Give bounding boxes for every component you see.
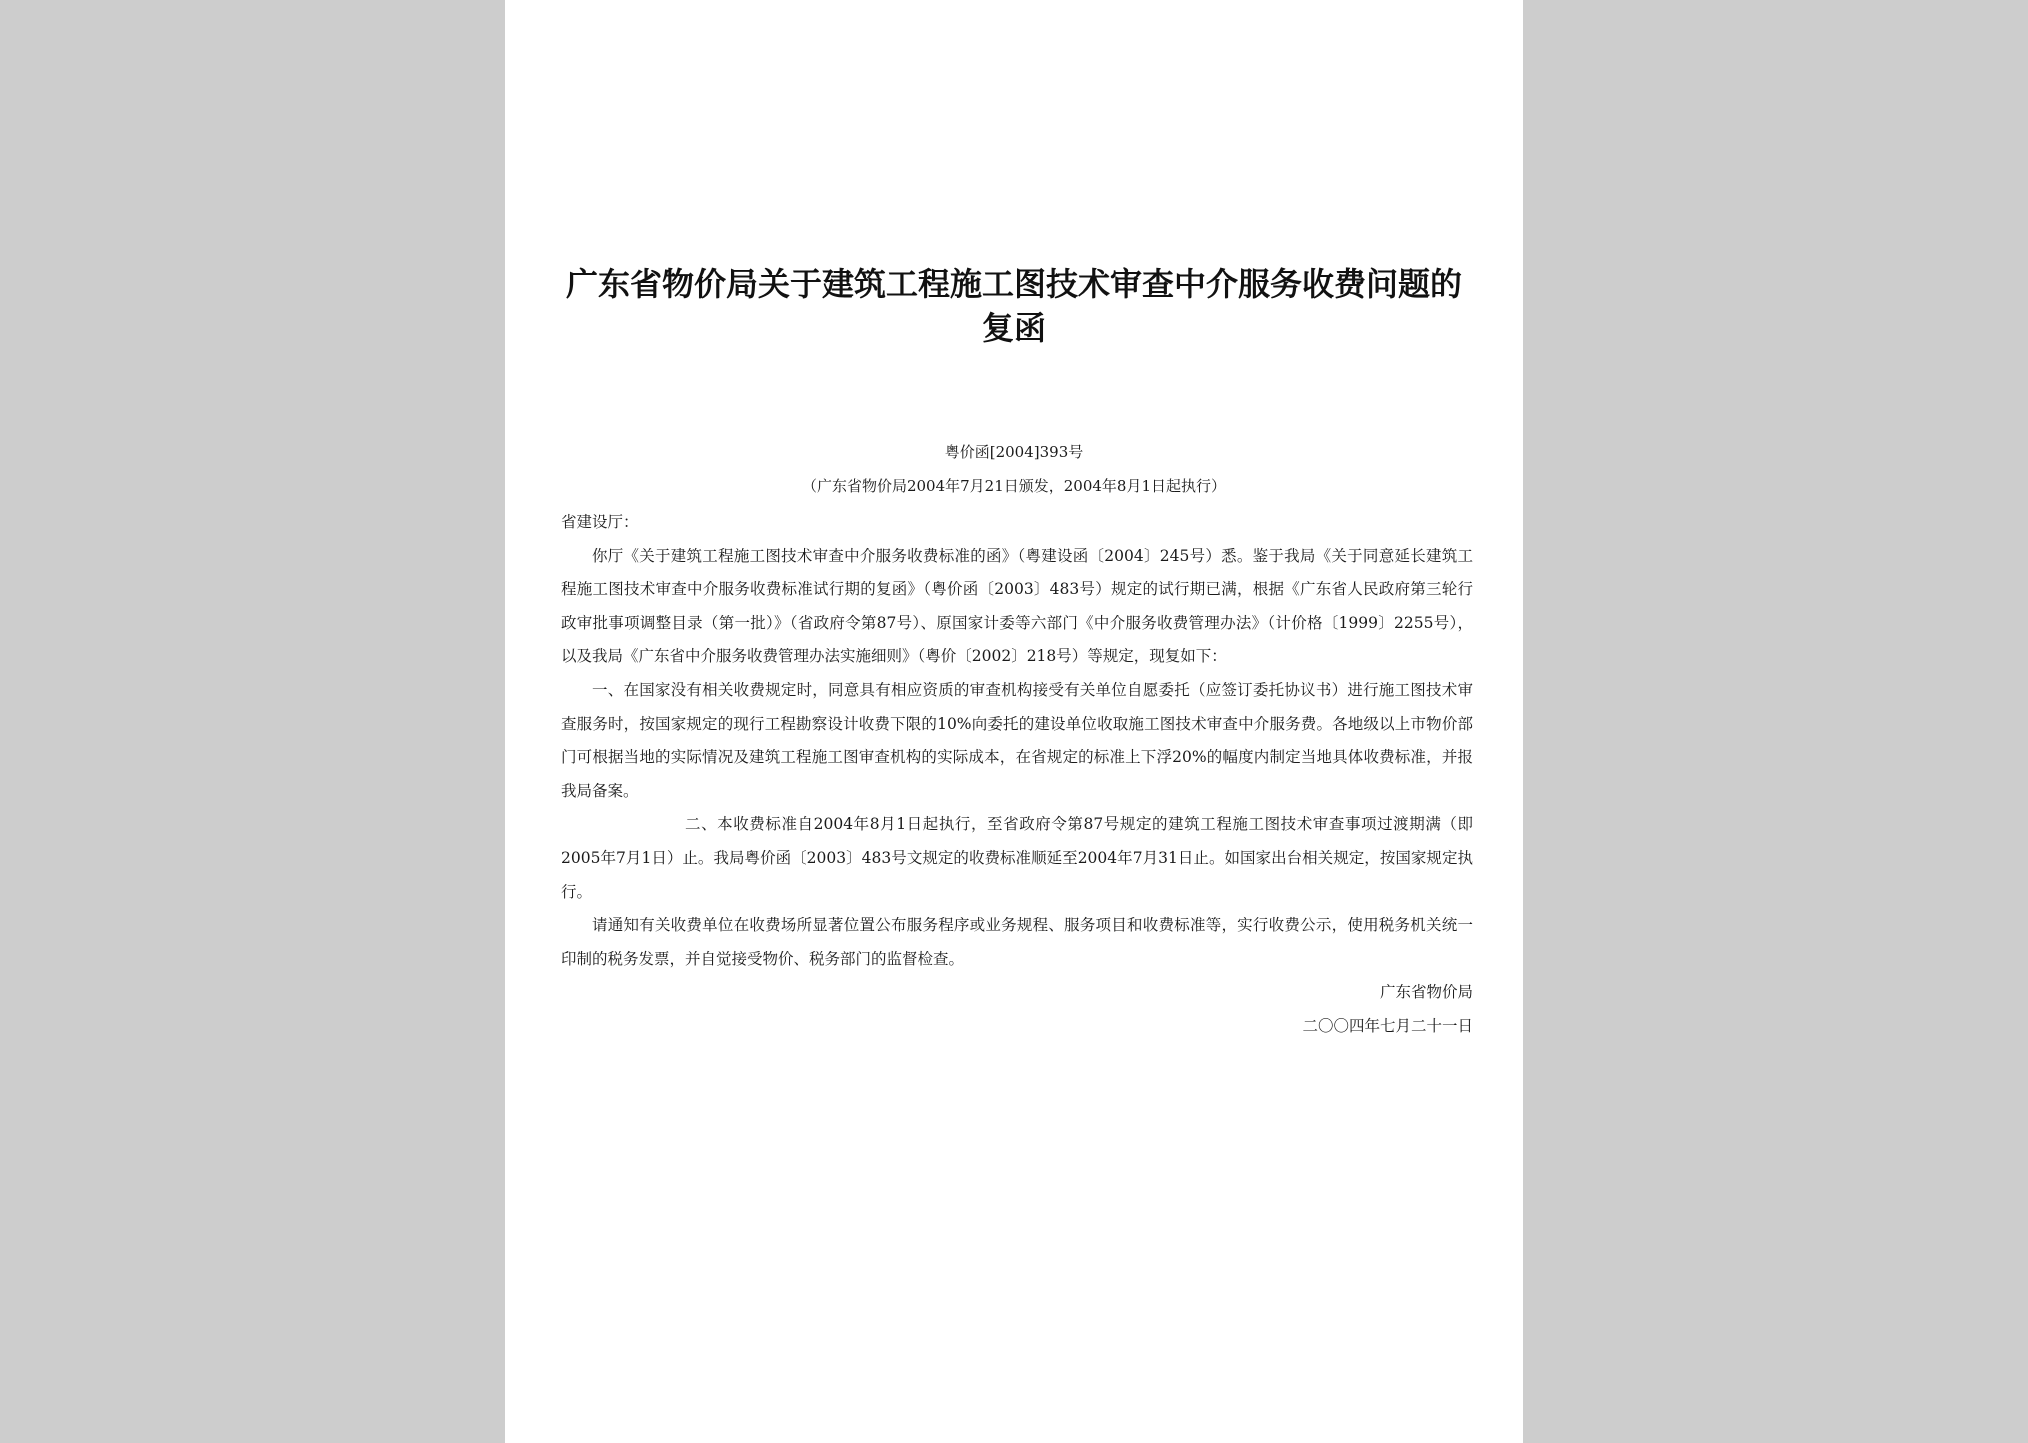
paragraph-item-2: 二、本收费标准自2004年8月1日起执行，至省政府令第87号规定的建筑工程施工图技术审查事项过渡期满（即2005年7月1日）止。我局粤价函〔2003〕483号文规定的收费标准顺延至2004年7月31日止。如国家出台相关规定，按国家规定执行。 (561, 815, 1473, 901)
document-page (505, 0, 1523, 1443)
paragraph-item-1: 一、在国家没有相关收费规定时，同意具有相应资质的审查机构接受有关单位自愿委托（应签订委托协议书）进行施工图技术审查服务时，按国家规定的现行工程勘察设计收费下限的10%向委托的建设单位收取施工图技术审查中介服务费。各地级以上市物价部门可根据当地的实际情况及建筑工程施工图审查机构的实际成本，在省规定的标准上下浮20%的幅度内制定当地具体收费标准，并报我局备案。 (561, 680, 1473, 800)
document-body (561, 506, 1473, 1044)
document-title: 广东省物价局关于建筑工程施工图技术审查中介服务收费问题的复函 (565, 265, 1462, 347)
document-date: 二〇〇四年七月二十一日 (1302, 1016, 1473, 1035)
document-number: 粤价函[2004]393号 (944, 443, 1084, 461)
salutation: 省建设厅： (561, 513, 639, 531)
paragraph-closing: 请通知有关收费单位在收费场所显著位置公布服务程序或业务规程、服务项目和收费标准等，实行收费公示，使用税务机关统一印制的税务发票，并自觉接受物价、税务部门的监督检查。 (561, 916, 1473, 968)
issued-note: （广东省物价局2004年7月21日颁发，2004年8月1日起执行） (801, 477, 1227, 495)
paragraph-intro: 你厅《关于建筑工程施工图技术审查中介服务收费标准的函》（粤建设函〔2004〕245号）悉。鉴于我局《关于同意延长建筑工程施工图技术审查中介服务收费标准试行期的复函》（粤价函〔2003〕483号）规定的试行期已满，根据《广东省人民政府第三轮行政审批事项调整目录（第一批）》（省政府令第87号）、原国家计委等六部门《中介服务收费管理办法》（计价格〔1999〕2255号），以及我局《广东省中介服务收费管理办法实施细则》（粤价〔2002〕218号）等规定，现复如下： (561, 546, 1473, 666)
signature: 广东省物价局 (1379, 983, 1473, 1002)
